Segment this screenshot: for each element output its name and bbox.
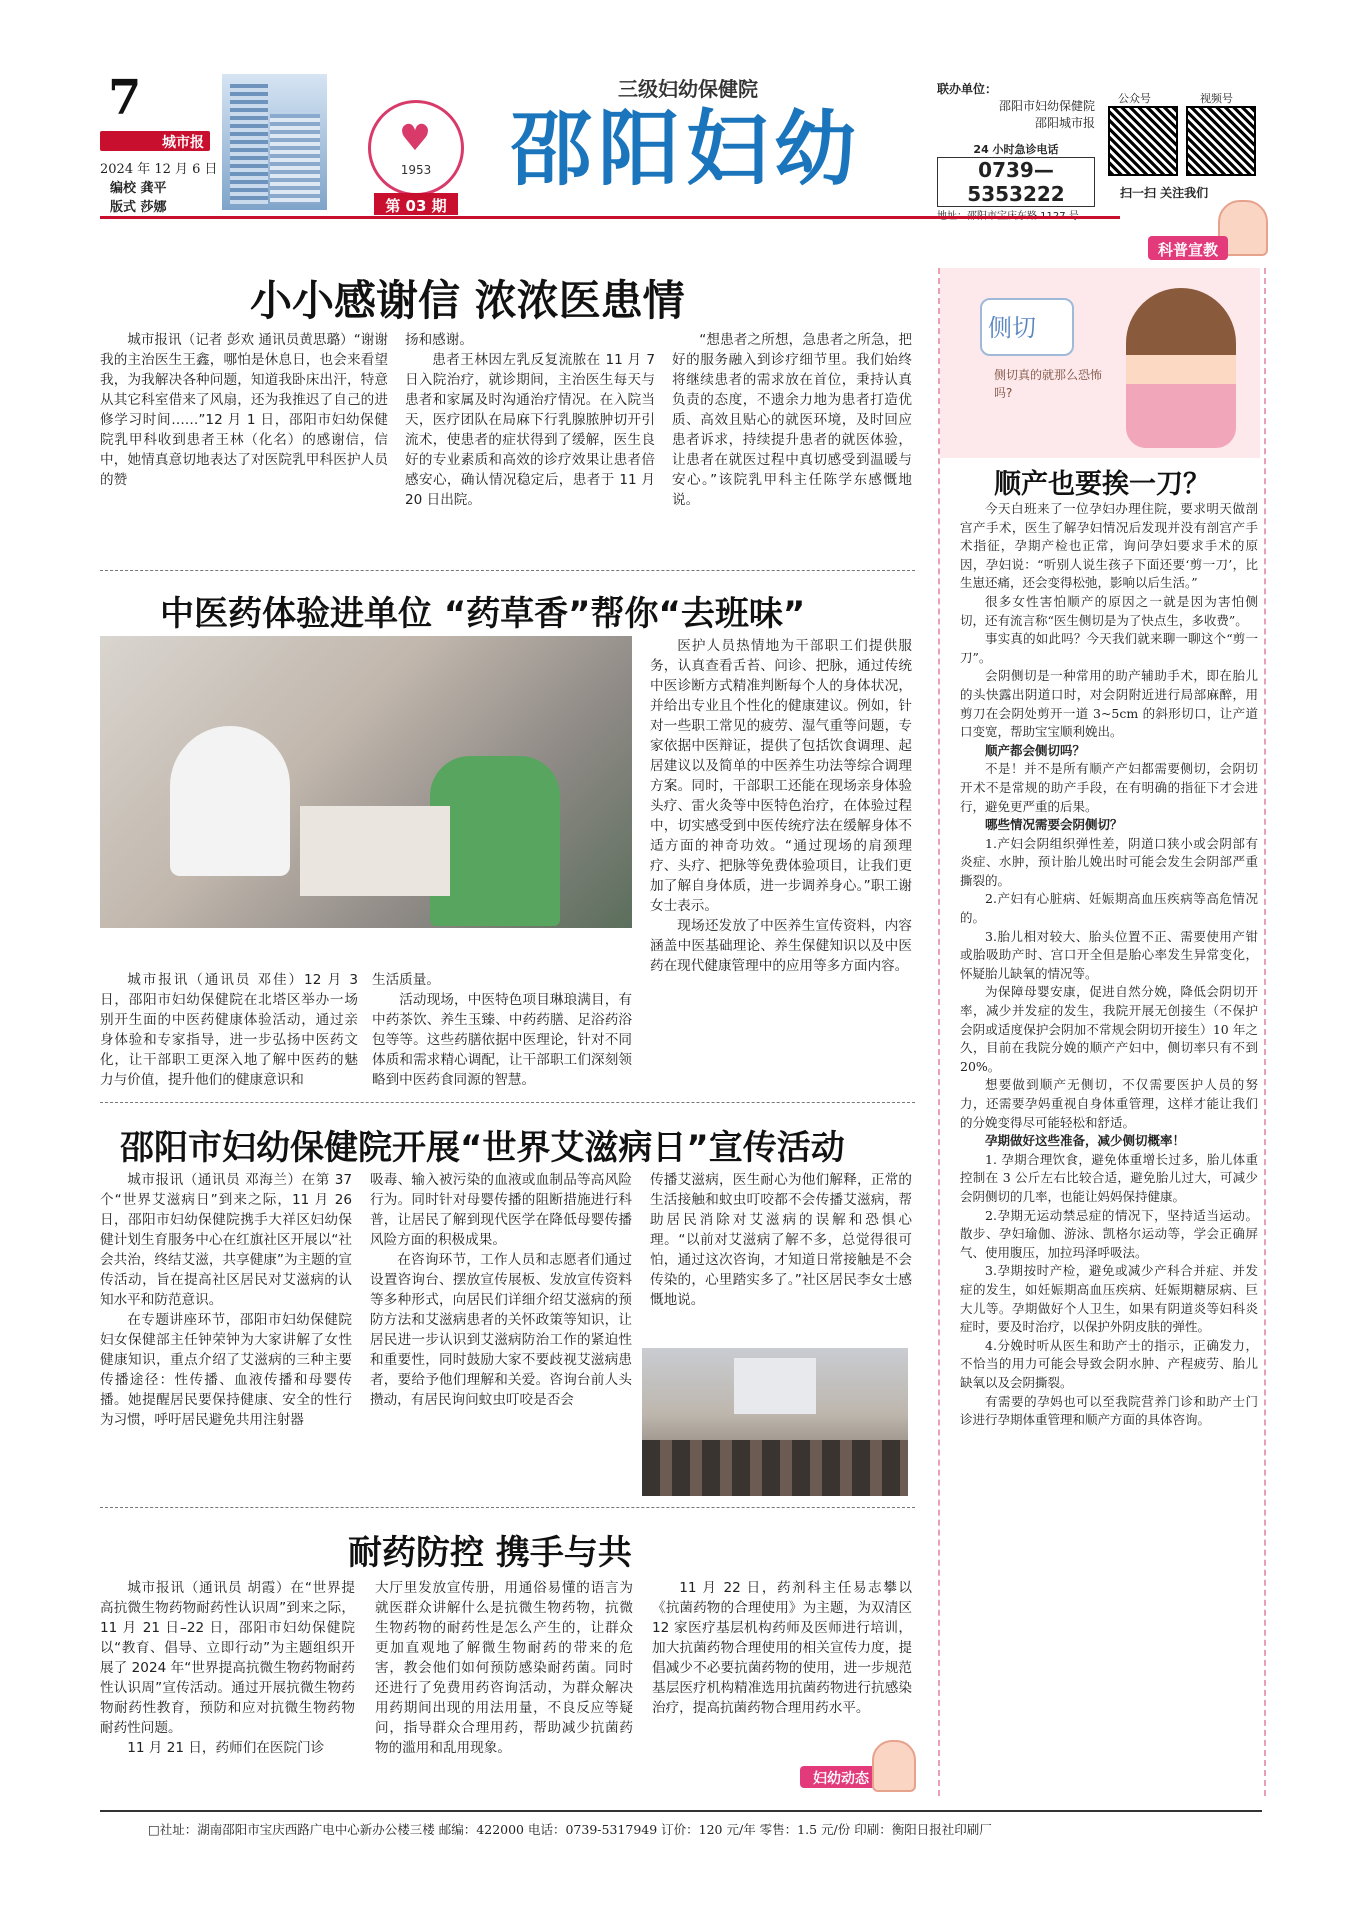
article2-col2 <box>372 970 632 1090</box>
sidebar-body <box>960 500 1258 1430</box>
editor: 编校 龚平 <box>110 181 167 196</box>
sponsor-2: 邵阳城市报 <box>1034 116 1095 130</box>
heart-icon: ♥ <box>398 118 432 159</box>
page-number: 7 <box>108 70 142 126</box>
divider-2 <box>100 1102 915 1103</box>
sidebar-p3: 事实真的如此吗？今天我们就来聊一聊这个“剪一刀”。 <box>960 631 1258 665</box>
section-tag-news <box>800 1766 882 1788</box>
sidebar-p1: 今天白班来了一位孕妇办理住院，要求明天做剖宫产手术，医生了解孕妇情况后发现并没有剖宫产手术指征，孕期产检也正常，询问孕妇要求手术的原因，孕妇说：“听别人说生孩子下面还要‘剪一刀’，比生崽还痛，还会变得松弛，影响以后生活。” <box>960 501 1258 591</box>
article2-col2-b: 活动现场，中医特色项目琳琅满目，有中药茶饮、养生玉臻、中药药膳、足浴药浴包等等。这些药膳依据中医理论，针对不同体质和需求精心调配，让干部职工们深刻领略到中医药食同源的智慧。 <box>372 992 632 1088</box>
issue-badge <box>374 193 458 215</box>
sidebar-q2: 哪些情况需要会阴侧切？ <box>985 817 1123 833</box>
article4-col2-text: 大厅里发放宣传册，用通俗易懂的语言为就医群众讲解什么是抗微生物药物，抗微生物药物的耐药性是怎么产生的，让群众更加直观地了解微生物耐药的带来的危害，教会他们如何预防感染耐药菌。同时还进行了免费用药咨询活动，为群众解决用药期间出现的用法用量，不良反应等疑问，指导群众合理用药，帮助减少抗菌药物的滥用和乱用现象。 <box>375 1580 633 1756</box>
article1-col2-b: 患者王林因左乳反复流脓在 11 月 7 日入院治疗，就诊期间，主治医生每天与患者和家属及时沟通治疗情况。在入院当天，医疗团队在局麻下行乳腺脓肿切开引流术，使患者的症状得到了缓解，医生良好的专业素质和高效的诊疗效果让患者倍感安心，确认情况稳定后，患者于 11 月 20 日出院。 <box>405 352 655 508</box>
sidebar-cartoon <box>940 268 1260 458</box>
sidebar-tag <box>1148 236 1228 260</box>
article3-col1-b: 在专题讲座环节，邵阳市妇幼保健院妇女保健部主任钟荣钟为大家讲解了女性健康知识，重点介绍了艾滋病的三种主要传播途径：性传播、血液传播和母婴传播。她提醒居民要保持健康、安全的性行为习惯，呼吁居民避免共用注射器 <box>100 1312 352 1428</box>
pregnant-woman-figure <box>1126 288 1236 448</box>
footer-rule <box>100 1810 1262 1812</box>
article3-col3-text: 传播艾滋病，医生耐心为他们解释，正常的生活接触和蚊虫叮咬都不会传播艾滋病，帮助居民消除对艾滋病的误解和恐惧心理。“以前对艾滋病了解不多，总觉得很可怕，通过这次咨询，才知道日常接触是不会传染的，心里踏实多了。”社区居民李女士感慨地说。 <box>650 1172 912 1308</box>
article4-col3 <box>652 1578 912 1718</box>
hotline-label: 24 小时急诊电话 <box>973 143 1059 156</box>
qr-code-video-account[interactable] <box>1186 106 1256 176</box>
sidebar-m4: 4.分娩时听从医生和助产士的指示，正确发力，不恰当的用力可能会导致会阴水肿、产程疲劳、胎儿缺氧以及会阴撕裂。 <box>960 1337 1258 1390</box>
article3-col2 <box>370 1170 632 1410</box>
article1-col2 <box>405 330 655 510</box>
section-tag-news-label: 妇幼动态 <box>813 1771 869 1787</box>
newspaper-brand: 城市报 <box>162 135 204 151</box>
article3-col2-b: 在咨询环节，工作人员和志愿者们通过设置咨询台、摆放宣传展板、发放宣传资料等多种形式，向居民们详细介绍艾滋病的预防方法和艾滋病患者的关怀政策等知识，让居民进一步认识到艾滋病防治工作的紧迫性和重要性，同时鼓励大家不要歧视艾滋病患者，要给予他们理解和关爱。咨询台前人头攒动，有居民询问蚊虫叮咬是否会 <box>370 1252 632 1408</box>
article4-headline: 耐药防控 携手与共 <box>348 1533 632 1573</box>
sidebar-p7: 想要做到顺产无侧切，不仅需要医护人员的努力，还需要孕妈重视自身体重管理，这样才能让我们的分娩变得尽可能轻松和舒适。 <box>960 1077 1258 1130</box>
sidebar-l2: 2.产妇有心脏病、妊娠期高血压疾病等高危情况的。 <box>960 891 1258 926</box>
article3-col1 <box>100 1170 352 1430</box>
article1-col1-text: 城市报讯（记者 彭欢 通讯员黄思璐）“谢谢我的主治医生王鑫，哪怕是休息日，也会来看望我，为我解决各种问题，知道我卧床出汗，特意从其它科室借来了风扇，还为我推迟了自己的进修学习时间……”12 月 1 日，邵阳市妇幼保健院乳甲科收到患者王林（化名）的感谢信，信中，她情真意切地表达了对医院乳甲科医护人员的赞 <box>100 332 388 488</box>
sidebar-l1: 1.产妇会阴组织弹性差，阴道口狭小或会阴部有炎症、水肿，预计胎儿娩出时可能会发生会阴部严重撕裂的。 <box>960 835 1258 888</box>
article4-col1 <box>100 1578 355 1758</box>
sidebar-q3: 孕期做好这些准备，减少侧切概率！ <box>985 1133 1186 1149</box>
layout-editor: 版式 莎娜 <box>110 200 167 215</box>
hospital-building-image <box>222 74 327 210</box>
aids-day-lecture-photo <box>642 1348 908 1496</box>
tcm-activity-photo <box>100 636 632 928</box>
sidebar-p8: 有需要的孕妈也可以至我院营养门诊和助产士门诊进行孕期体重管理和顺产方面的具体咨询。 <box>960 1393 1258 1428</box>
article4-col2 <box>375 1578 633 1758</box>
article2-headline: 中医药体验进单位 “药草香”帮你“去班味” <box>160 594 806 634</box>
sponsor-box <box>937 80 1095 206</box>
article4-col1-a: 城市报讯（通讯员 胡霞）在“世界提高抗微生物药物耐药性认识周”到来之际，11 月 21 日–22 日，邵阳市妇幼保健院以“教育、倡导、立即行动”为主题组织开展了 2024 年“世界提高抗微生物药物耐药性认识周”宣传活动。通过开展抗微生物药物耐药性教育，预防和应对抗微生物药物耐药性问题。 <box>100 1580 355 1736</box>
sidebar-m2: 2.孕期无运动禁忌症的情况下，坚持适当运动。散步、孕妇瑜伽、游泳、凯格尔运动等，学会正确屏气、使用腹压，加拉玛泽呼吸法。 <box>960 1207 1258 1260</box>
sponsor-label: 联办单位： <box>937 82 998 96</box>
qr-label-2: 视频号 <box>1200 92 1233 105</box>
masthead-divider <box>100 216 1120 219</box>
sidebar-p4: 会阴侧切是一种常用的助产辅助手术，即在胎儿的头快露出阴道口时，对会阴附近进行局部麻醉，用剪刀在会阴处剪开一道 3~5cm 的斜形切口，让产道口变宽，帮助宝宝顺利娩出。 <box>960 668 1258 740</box>
scan-text: 扫一扫 关注我们 <box>1120 186 1209 200</box>
article2-right-text: 医护人员热情地为干部职工们提供服务，认真查看舌苔、问诊、把脉，通过传统中医诊断方式精准判断每个人的身体状况，并给出专业且个性化的健康建议。例如，针对一些职工常见的疲劳、湿气重等问题，专家依据中医辩证，提供了包括饮食调理、起居建议以及简单的中医养生功法等综合调理方案。同时，干部职工还能在现场亲身体验头疗、雷火灸等中医特色治疗，在体验过程中，切实感受到中医传统疗法在缓解身体不适方面的神奇功效。“通过现场的肩颈理疗、头疗、把脉等免费体验项目，让我们更加了解自身体质，进一步调养身心。”职工谢女士表示。 <box>650 638 912 914</box>
cartoon-label: 侧切 <box>988 314 1036 342</box>
article3-col3 <box>650 1170 912 1310</box>
sidebar-p6: 为保障母婴安康，促进自然分娩，降低会阴切开率，减少并发症的发生，我院开展无创接生（不保护会阴或适度保护会阴加不常规会阴切开接生）10 年之久，目前在我院分娩的顺产产妇中，侧切率只有不到 20%。 <box>960 984 1258 1074</box>
institution-type: 三级妇幼保健院 <box>618 77 758 101</box>
masthead-title: 邵阳妇幼 <box>510 102 863 197</box>
sidebar-tag-label: 科普宣教 <box>1157 241 1218 259</box>
article1-col3 <box>672 330 912 510</box>
sidebar-l3: 3.胎儿相对较大、胎头位置不正、需要使用产钳或胎吸助产时、宫口开全但是胎心率发生异常变化，怀疑胎儿缺氧的情况等。 <box>960 928 1258 981</box>
article2-right-end: 现场还发放了中医养生宣传资料，内容涵盖中医基础理论、养生保健知识以及中医药在现代健康管理中的应用等多方面内容。 <box>650 918 912 974</box>
logo-year: 1953 <box>400 163 432 177</box>
issue-number: 第 03 期 <box>385 197 447 215</box>
cartoon-question: 侧切真的就那么恐怖吗? <box>994 368 1103 400</box>
nurse-figure-small <box>872 1740 916 1792</box>
article1-col1 <box>100 330 388 490</box>
footer-text: □社址：湖南邵阳市宝庆西路广电中心新办公楼三楼 邮编：422000 电话：0739-5317949 订价：120 元/年 零售：1.5 元/份 印刷：衡阳日报社印刷厂 <box>148 1822 992 1837</box>
hospital-logo <box>368 100 464 196</box>
article3-col2-a: 吸毒、输入被污染的血液或血制品等高风险行为。同时针对母婴传播的阻断措施进行科普，让居民了解到现代医学在降低母婴传播风险方面的积极成果。 <box>370 1172 632 1248</box>
sponsor-1: 邵阳市妇幼保健院 <box>998 99 1095 113</box>
address <box>937 207 1095 222</box>
sidebar-headline: 顺产也要挨一刀？ <box>994 469 1210 500</box>
sidebar-m1: 1. 孕期合理饮食，避免体重增长过多，胎儿体重控制在 3 公斤左右比较合适，避免胎儿过大，可减少会阴侧切的几率，也能让妈妈保持健康。 <box>960 1151 1258 1204</box>
qr-label-1: 公众号 <box>1118 92 1151 105</box>
divider-1 <box>100 570 915 571</box>
sidebar-q1: 顺产都会侧切吗？ <box>985 742 1086 758</box>
sidebar-p2: 很多女性害怕顺产的原因之一就是因为害怕侧切，还有流言称“医生侧切是为了快点生，多收费”。 <box>960 593 1258 628</box>
article1-headline: 小小感谢信 浓浓医患情 <box>250 276 685 325</box>
article3-headline: 邵阳市妇幼保健院开展“世界艾滋病日”宣传活动 <box>120 1128 845 1168</box>
article1-col2-a: 扬和感谢。 <box>405 332 473 348</box>
hotline-number: 0739—5353222 <box>937 157 1095 207</box>
article1-col3-text: “想患者之所想，急患者之所急，把好的服务融入到诊疗细节里。我们始终将继续患者的需求放在首位，秉持认真负责的态度，不遗余力地为患者打造优质、高效且贴心的就医环境，及时回应患者诉求，持续提升患者的就医体验，让患者在就医过程中真切感受到温暖与安心。”该院乳甲科主任陈学东感慨地说。 <box>672 332 912 508</box>
article2-col1 <box>100 970 358 1090</box>
article4-col3-text: 11 月 22 日，药剂科主任易志攀以《抗菌药物的合理使用》为主题，为双清区 12 家医疗基层机构药师及医师进行培训，加大抗菌药物合理使用的相关宣传力度，提倡减少不必要抗菌药物的使用，进一步规范基层医疗机构精准选用抗菌药物进行抗感染治疗，提高抗菌药物合理用药水平。 <box>652 1580 912 1716</box>
divider-3 <box>100 1507 915 1508</box>
article2-col1-text: 城市报讯（通讯员 邓佳）12 月 3 日，邵阳市妇幼保健院在北塔区举办一场别开生面的中医药健康体验活动，通过亲身体验和专家指导，进一步弘扬中医药文化，让干部职工更深入地了解中医药的魅力与价值，提升他们的健康意识和 <box>100 972 358 1088</box>
article2-col2-a: 生活质量。 <box>372 972 440 988</box>
issue-date: 2024 年 12 月 6 日 <box>100 162 218 177</box>
sidebar-p5: 不是！并不是所有顺产产妇都需要侧切，会阴切开术不是常规的助产手段，在有明确的指征下才会进行，避免更严重的后果。 <box>960 761 1258 814</box>
qr-code-official-account[interactable] <box>1108 106 1178 176</box>
article3-col1-a: 城市报讯（通讯员 邓海兰）在第 37 个“世界艾滋病日”到来之际，11 月 26 日，邵阳市妇幼保健院携手大祥区妇幼保健计划生育服务中心在红旗社区开展以“社会共治，终结艾滋，共享健康”为主题的宣传活动，旨在提高社区居民对艾滋病的认知水平和防范意识。 <box>100 1172 352 1308</box>
article4-col1-b: 11 月 21 日，药师们在医院门诊 <box>127 1740 325 1756</box>
sidebar-m3: 3.孕期按时产检，避免或减少产科合并症、并发症的发生，如妊娠期高血压疾病、妊娠期糖尿病、巨大儿等。孕期做好个人卫生，如果有阴道炎等妇科炎症时，要及时治疗，以保护外阴皮肤的弹性。 <box>960 1263 1258 1335</box>
brand-bar <box>100 131 210 151</box>
article2-right-col <box>650 636 912 976</box>
